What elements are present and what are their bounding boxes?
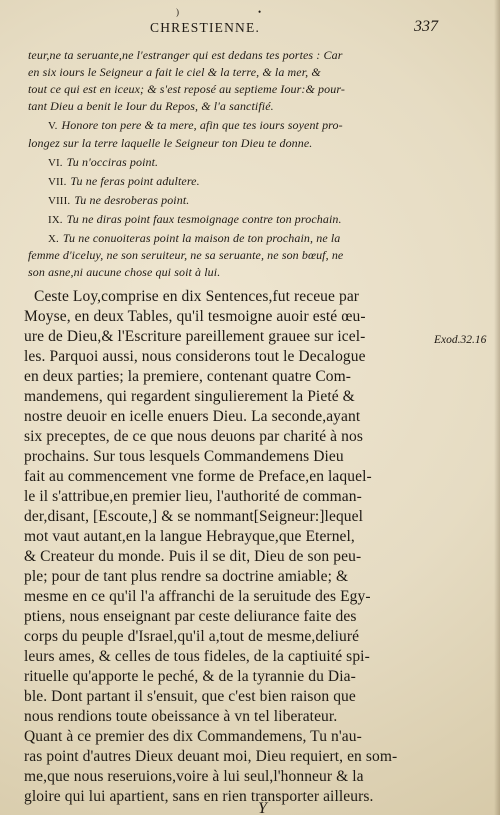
line-text: tout ce qui est en iceux; & s'est reposé au septieme Iour:& pour- — [28, 82, 345, 96]
line-text: Honore ton pere & ta mere, afin que tes iours soyent pro- — [61, 118, 343, 132]
top-marks — [0, 7, 500, 17]
body-line: six preceptes, de ce que nous deuons par charité à nos — [24, 428, 363, 445]
margin-reference: Exod.32.16 — [434, 334, 487, 346]
line-text: en six iours le Seigneur a fait le ciel & la terre, & la mer, & — [28, 65, 321, 79]
page-edge-shadow — [494, 0, 500, 815]
body-line: me,que nous reseruions,voire à lui seul,l'honneur & la — [24, 768, 364, 785]
commandment-line — [28, 248, 343, 263]
page-number: 337 — [414, 18, 438, 35]
body-line: nous rendions toute obeissance à vn tel liberateur. — [24, 708, 338, 725]
commandment-number: VI. — [48, 157, 63, 169]
commandment-line — [28, 65, 321, 80]
body-line: ble. Dont partant il s'ensuit, que c'est bien raison que — [24, 688, 356, 705]
commandment-number: X. — [48, 233, 59, 245]
running-title: CHRESTIENNE. — [150, 20, 261, 35]
body-line: corps du peuple d'Israel,qu'il a,tout de mesme,deliuré — [24, 628, 360, 645]
commandment-line — [28, 82, 345, 97]
commandment-line — [48, 193, 189, 208]
body-line: nostre deuoir en icelle enuers Dieu. La seconde,ayant — [24, 408, 361, 425]
running-header — [0, 18, 500, 44]
body-line: prochains. Sur tous lesquels Commandemens Dieu — [24, 448, 344, 465]
commandment-line — [48, 231, 340, 246]
commandment-line — [48, 212, 342, 227]
commandment-number: VIII. — [48, 195, 71, 207]
signature-mark: Y — [258, 800, 267, 815]
commandment-line — [28, 136, 312, 151]
body-line: le il s'attribue,en premier lieu, l'authorité de comman- — [24, 488, 362, 505]
line-text: Tu ne feras point adultere. — [70, 174, 200, 188]
body-line: fait au commencement vne forme de Preface,en laquel- — [24, 468, 372, 485]
body-line: Moyse, en deux Tables, qu'il tesmoigne auoir esté œu- — [24, 308, 366, 325]
body-line: mot vaut autant,en la langue Hebrayque,que Eternel, — [24, 528, 355, 545]
commandment-number: VII. — [48, 176, 67, 188]
commandment-line — [28, 99, 274, 114]
line-text: teur,ne ta seruante,ne l'estranger qui est dedans tes portes : Car — [28, 48, 343, 62]
body-line: ure de Dieu,& l'Escriture pareillement grauee sur icel- — [24, 328, 366, 345]
line-text: Tu ne conuoiteras point la maison de ton prochain, ne la — [62, 231, 341, 245]
line-text: longez sur la terre laquelle le Seigneur ton Dieu te donne. — [28, 136, 313, 150]
commandment-line — [28, 48, 342, 63]
body-line: ptiens, nous enseignant par ceste deliurance faite des — [24, 608, 357, 625]
line-text: tant Dieu a benit le Iour du Repos, & l'a sanctifié. — [28, 99, 274, 113]
line-text: Tu ne desroberas point. — [74, 193, 190, 207]
body-line: Quant à ce premier des dix Commandemens, Tu n'au- — [24, 728, 362, 745]
commandment-line — [48, 155, 158, 170]
commandment-number: V. — [48, 120, 58, 132]
line-text: Tu n'occiras point. — [66, 155, 159, 169]
body-line: en deux parties; la premiere, contenant quatre Com- — [24, 368, 352, 385]
line-text: femme d'iceluy, ne son seruiteur, ne sa seruante, ne son bœuf, ne — [28, 248, 344, 262]
top-mark-left: ) — [176, 7, 179, 17]
body-line: der,disant, [Escoute,] & se nommant[Seigneur:]lequel — [24, 508, 364, 525]
body-line: mesme en ce qu'il l'a affranchi de la seruitude des Egy- — [24, 588, 371, 605]
commandment-line — [48, 118, 343, 133]
body-line: rituelle qu'apporte le peché, & de la tyrannie du Dia- — [24, 668, 356, 685]
commandment-line — [28, 265, 220, 280]
body-line: les. Parquoi aussi, nous considerons tout le Decalogue — [24, 348, 366, 365]
commandment-number: IX. — [48, 214, 63, 226]
body-line: gloire qui lui apartient, sans en rien transporter ailleurs. — [24, 788, 374, 805]
top-mark-right: • — [258, 7, 262, 17]
body-line: ple; pour de tant plus rendre sa doctrine amiable; & — [24, 568, 349, 585]
body-line: ras point d'autres Dieux deuant moi, Dieu requiert, en som- — [24, 748, 398, 765]
line-text: son asne,ni aucune chose qui soit à lui. — [28, 265, 221, 279]
body-line: & Createur du monde. Puis il se dit, Dieu de son peu- — [24, 548, 362, 565]
body-line: Ceste Loy,comprise en dix Sentences,fut receue par — [34, 288, 360, 305]
line-text: Tu ne diras point faux tesmoignage contre ton prochain. — [66, 212, 342, 226]
commandment-line — [48, 174, 200, 189]
body-line: mandemens, qui regardent singulierement la Pieté & — [24, 388, 355, 405]
body-line: leurs ames, & celles de tous fideles, de la captiuité spi- — [24, 648, 370, 665]
